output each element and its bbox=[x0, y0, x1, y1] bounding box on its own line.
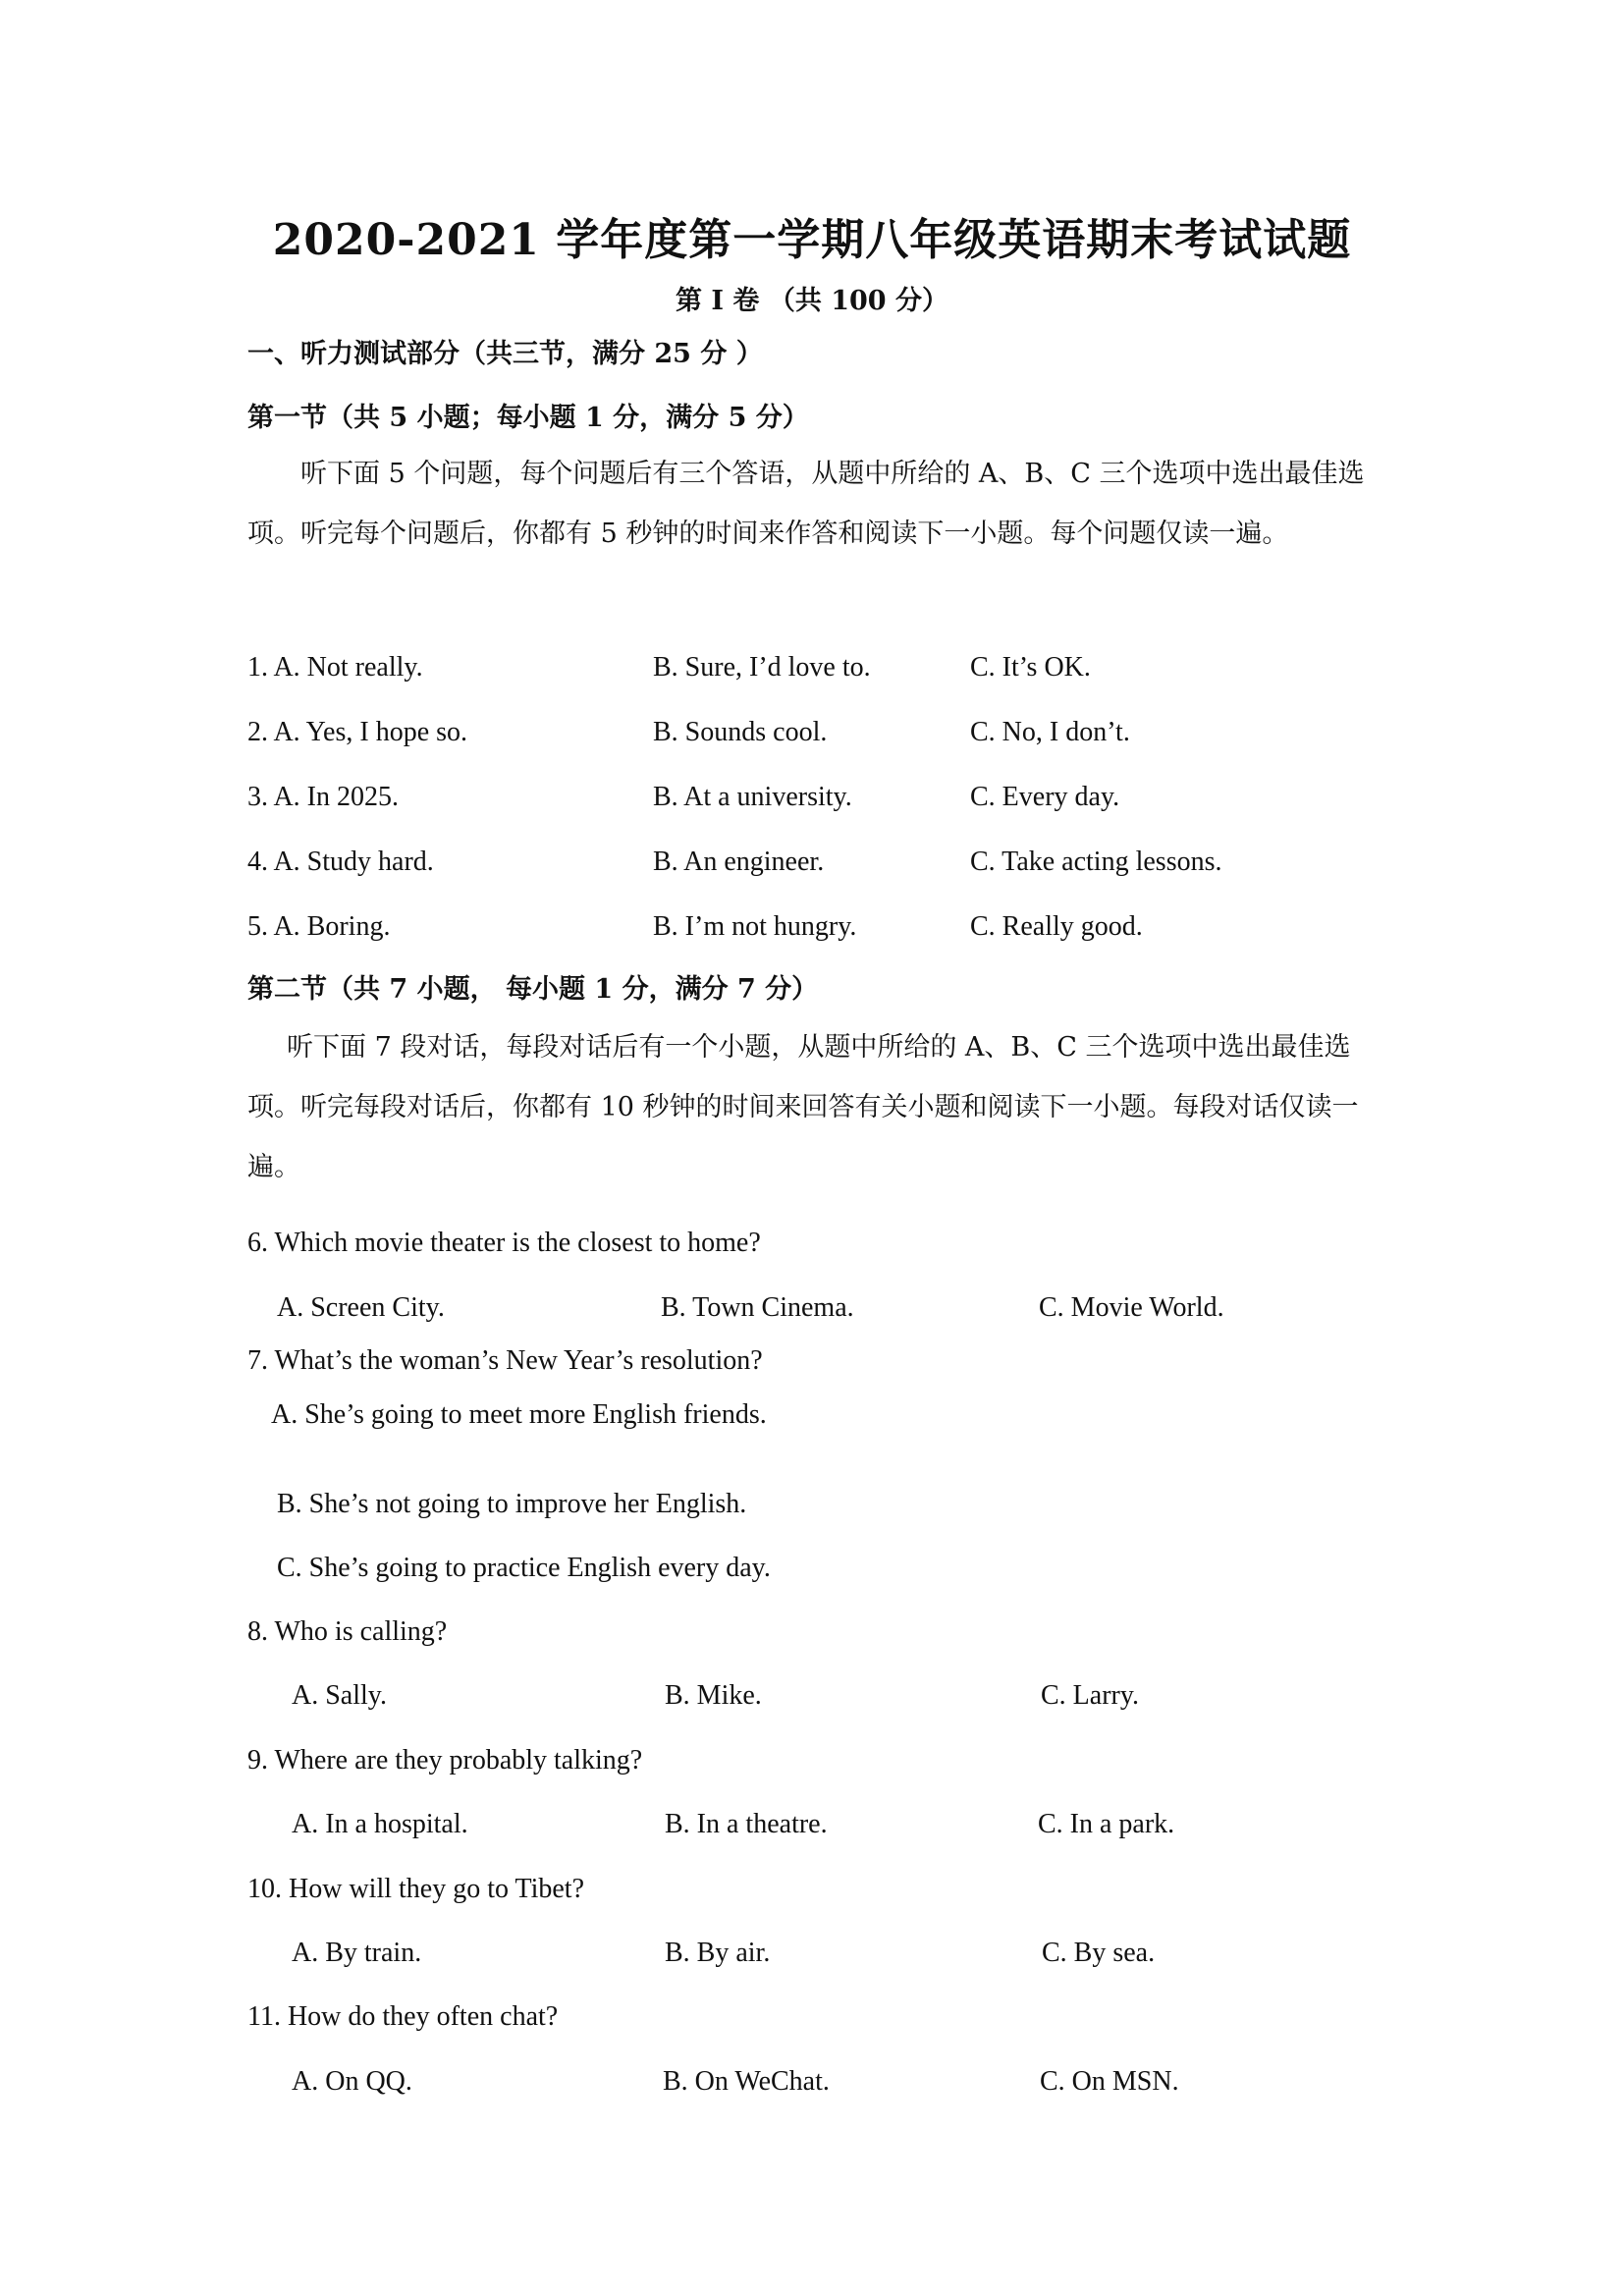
q3-option-a: 3. A. In 2025. bbox=[247, 782, 399, 812]
q8-option-a: A. Sally. bbox=[292, 1680, 387, 1711]
q9-option-b: B. In a theatre. bbox=[665, 1809, 828, 1839]
q2-option-c: C. No, I don’t. bbox=[970, 717, 1130, 747]
q5-option-a: 5. A. Boring. bbox=[247, 911, 391, 942]
section2-heading: 第二节（共 7 小题， 每小题 1 分，满分 7 分） bbox=[247, 974, 819, 1005]
q4-option-b: B. An engineer. bbox=[653, 847, 825, 877]
q4-option-c: C. Take acting lessons. bbox=[970, 847, 1222, 877]
q2-option-a: 2. A. Yes, I hope so. bbox=[247, 717, 468, 747]
q6-option-c: C. Movie World. bbox=[1039, 1292, 1224, 1323]
q2-option-b: B. Sounds cool. bbox=[653, 717, 828, 747]
q9-option-c: C. In a park. bbox=[1038, 1809, 1175, 1839]
q11-stem: 11. How do they often chat? bbox=[247, 2001, 559, 2032]
q3-option-c: C. Every day. bbox=[970, 782, 1120, 812]
q11-option-c: C. On MSN. bbox=[1040, 2066, 1179, 2097]
q10-option-a: A. By train. bbox=[292, 1938, 422, 1968]
q6-option-b: B. Town Cinema. bbox=[661, 1292, 854, 1323]
section1-instructions bbox=[247, 444, 1391, 564]
q9-option-a: A. In a hospital. bbox=[292, 1809, 468, 1839]
section1-heading: 第一节（共 5 小题；每小题 1 分，满分 5 分） bbox=[247, 403, 809, 433]
q7-option-a: A. She’s going to meet more English friends. bbox=[271, 1399, 767, 1430]
section2-instructions-text: 听下面 7 段对话，每段对话后有一个小题，从题中所给的 A、B、C 三个选项中选出最佳选项。听完每段对话后，你都有 10 秒钟的时间来回答有关小题和阅读下一小题。每段对话仅读一遍。 bbox=[247, 1032, 1359, 1182]
q11-option-b: B. On WeChat. bbox=[663, 2066, 830, 2097]
q9-stem: 9. Where are they probably talking? bbox=[247, 1745, 643, 1776]
part-heading-listening: 一、听力测试部分（共三节，满分 25 分 ） bbox=[247, 339, 763, 369]
q8-stem: 8. Who is calling? bbox=[247, 1616, 448, 1647]
q6-stem: 6. Which movie theater is the closest to home? bbox=[247, 1228, 761, 1258]
q7-stem: 7. What’s the woman’s New Year’s resolution? bbox=[247, 1345, 763, 1376]
q10-option-b: B. By air. bbox=[665, 1938, 771, 1968]
q11-option-a: A. On QQ. bbox=[292, 2066, 412, 2097]
section1-instructions-text: 听下面 5 个问题，每个问题后有三个答语，从题中所给的 A、B、C 三个选项中选出最佳选项。听完每个问题后，你都有 5 秒钟的时间来作答和阅读下一小题。每个问题仅读一遍。 bbox=[247, 459, 1365, 549]
q8-option-c: C. Larry. bbox=[1041, 1680, 1140, 1711]
q8-option-b: B. Mike. bbox=[665, 1680, 762, 1711]
q3-option-b: B. At a university. bbox=[653, 782, 852, 812]
q5-option-b: B. I’m not hungry. bbox=[653, 911, 857, 942]
q6-option-a: A. Screen City. bbox=[277, 1292, 445, 1323]
q5-option-c: C. Really good. bbox=[970, 911, 1143, 942]
paper-subtitle: 第 I 卷 （共 100 分） bbox=[676, 286, 948, 316]
q10-stem: 10. How will they go to Tibet? bbox=[247, 1874, 585, 1904]
q1-option-c: C. It’s OK. bbox=[970, 652, 1091, 683]
q4-option-a: 4. A. Study hard. bbox=[247, 847, 434, 877]
q1-option-a: 1. A. Not really. bbox=[247, 652, 423, 683]
q7-option-c: C. She’s going to practice English every day. bbox=[277, 1553, 771, 1583]
q7-option-b: B. She’s not going to improve her English. bbox=[277, 1489, 747, 1519]
exam-title: 2020-2021 学年度第一学期八年级英语期末考试试题 bbox=[272, 215, 1352, 265]
section2-instructions bbox=[247, 1017, 1391, 1197]
q1-option-b: B. Sure, I’d love to. bbox=[653, 652, 871, 683]
q10-option-c: C. By sea. bbox=[1042, 1938, 1156, 1968]
